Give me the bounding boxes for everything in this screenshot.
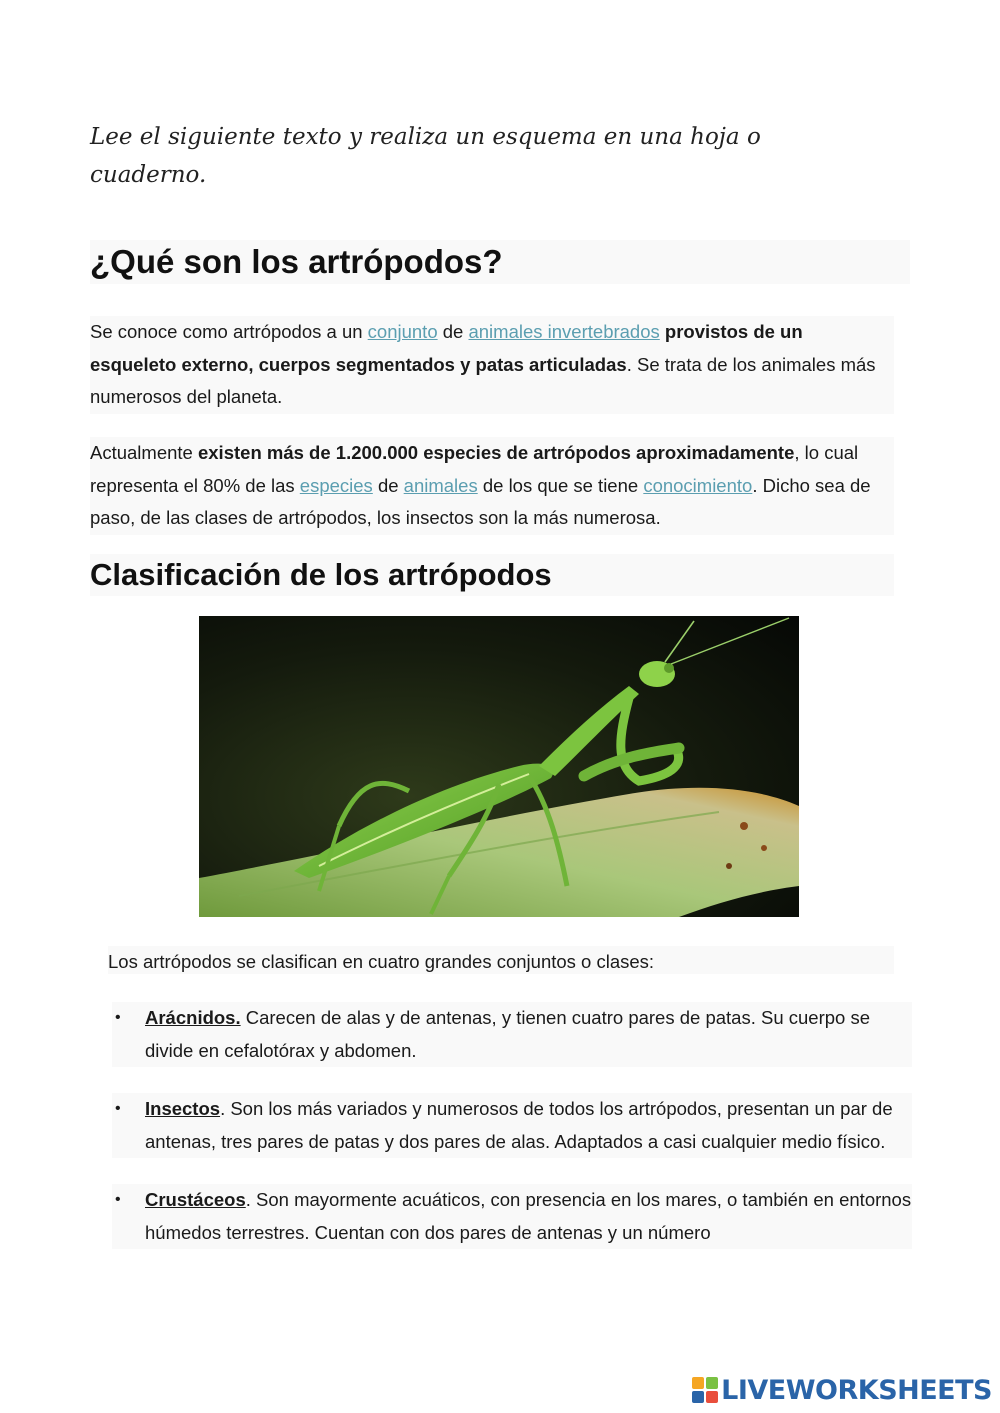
link-conocimiento[interactable]: conocimiento	[643, 474, 753, 496]
liveworksheets-logo-icon	[692, 1377, 718, 1403]
text-run: Se conoce como artrópodos a un	[90, 321, 368, 342]
term-aracnidos: Arácnidos.	[145, 1007, 241, 1028]
paragraph-definition	[90, 316, 894, 414]
classification-intro: Los artrópodos se clasifican en cuatro grandes conjuntos o clases:	[108, 946, 894, 974]
text-run: . Dicho sea de paso, de las clases de artrópodos, los insectos son la más numerosa.	[90, 474, 871, 528]
text-run: de	[437, 321, 469, 342]
mantis-illustration	[199, 616, 799, 917]
bullet-icon: •	[115, 1191, 121, 1208]
item-description: . Son los más variados y numerosos de todos los artrópodos, presentan un par de antenas, tres pares de patas y dos pares de alas. Adaptados a casi cualquier medio físico.	[145, 1098, 893, 1152]
link-especies[interactable]: especies	[299, 474, 373, 496]
text-run: de los que se tiene	[477, 474, 644, 496]
text-run: de	[372, 474, 404, 496]
bullet-icon: •	[115, 1009, 121, 1026]
bullet-icon: •	[115, 1100, 121, 1117]
paragraph-species-count	[90, 437, 894, 535]
item-description: . Son mayormente acuáticos, con presencia en los mares, o también en entornos húmedos terrestres. Cuentan con dos pares de antenas y un número	[145, 1189, 912, 1243]
link-conjunto[interactable]: conjunto	[367, 321, 438, 342]
bold-text: provistos de un esqueleto externo, cuerpos segmentados y patas articuladas	[90, 321, 803, 375]
list-item-insectos	[112, 1093, 912, 1158]
text-run: , lo cual representa el 80% de las	[90, 442, 859, 496]
mantis-photo	[199, 616, 799, 917]
classification-list	[112, 1002, 912, 1275]
link-animales-invertebrados[interactable]: animales invertebrados	[468, 321, 660, 342]
liveworksheets-wordmark: LIVEWORKSHEETS	[721, 1374, 992, 1406]
text-run: . Se trata de los animales más numerosos del planeta.	[90, 353, 876, 407]
link-animales[interactable]: animales	[403, 474, 478, 496]
section-title-arthropods: ¿Qué son los artrópodos?	[90, 240, 910, 284]
term-crustaceos: Crustáceos	[145, 1189, 246, 1210]
list-item-aracnidos	[112, 1002, 912, 1067]
item-description: Carecen de alas y de antenas, y tienen cuatro pares de patas. Su cuerpo se divide en cefalotórax y abdomen.	[145, 1007, 871, 1061]
list-item-crustaceos	[112, 1184, 912, 1249]
term-insectos: Insectos	[145, 1098, 221, 1119]
section-title-classification: Clasificación de los artrópodos	[90, 554, 894, 596]
instruction-text: Lee el siguiente texto y realiza un esquema en una hoja o cuaderno.	[90, 124, 761, 188]
text-run: Actualmente	[90, 442, 198, 463]
bold-text: existen más de 1.200.000 especies de artrópodos aproximadamente	[197, 442, 795, 463]
liveworksheets-logo	[692, 1373, 992, 1407]
